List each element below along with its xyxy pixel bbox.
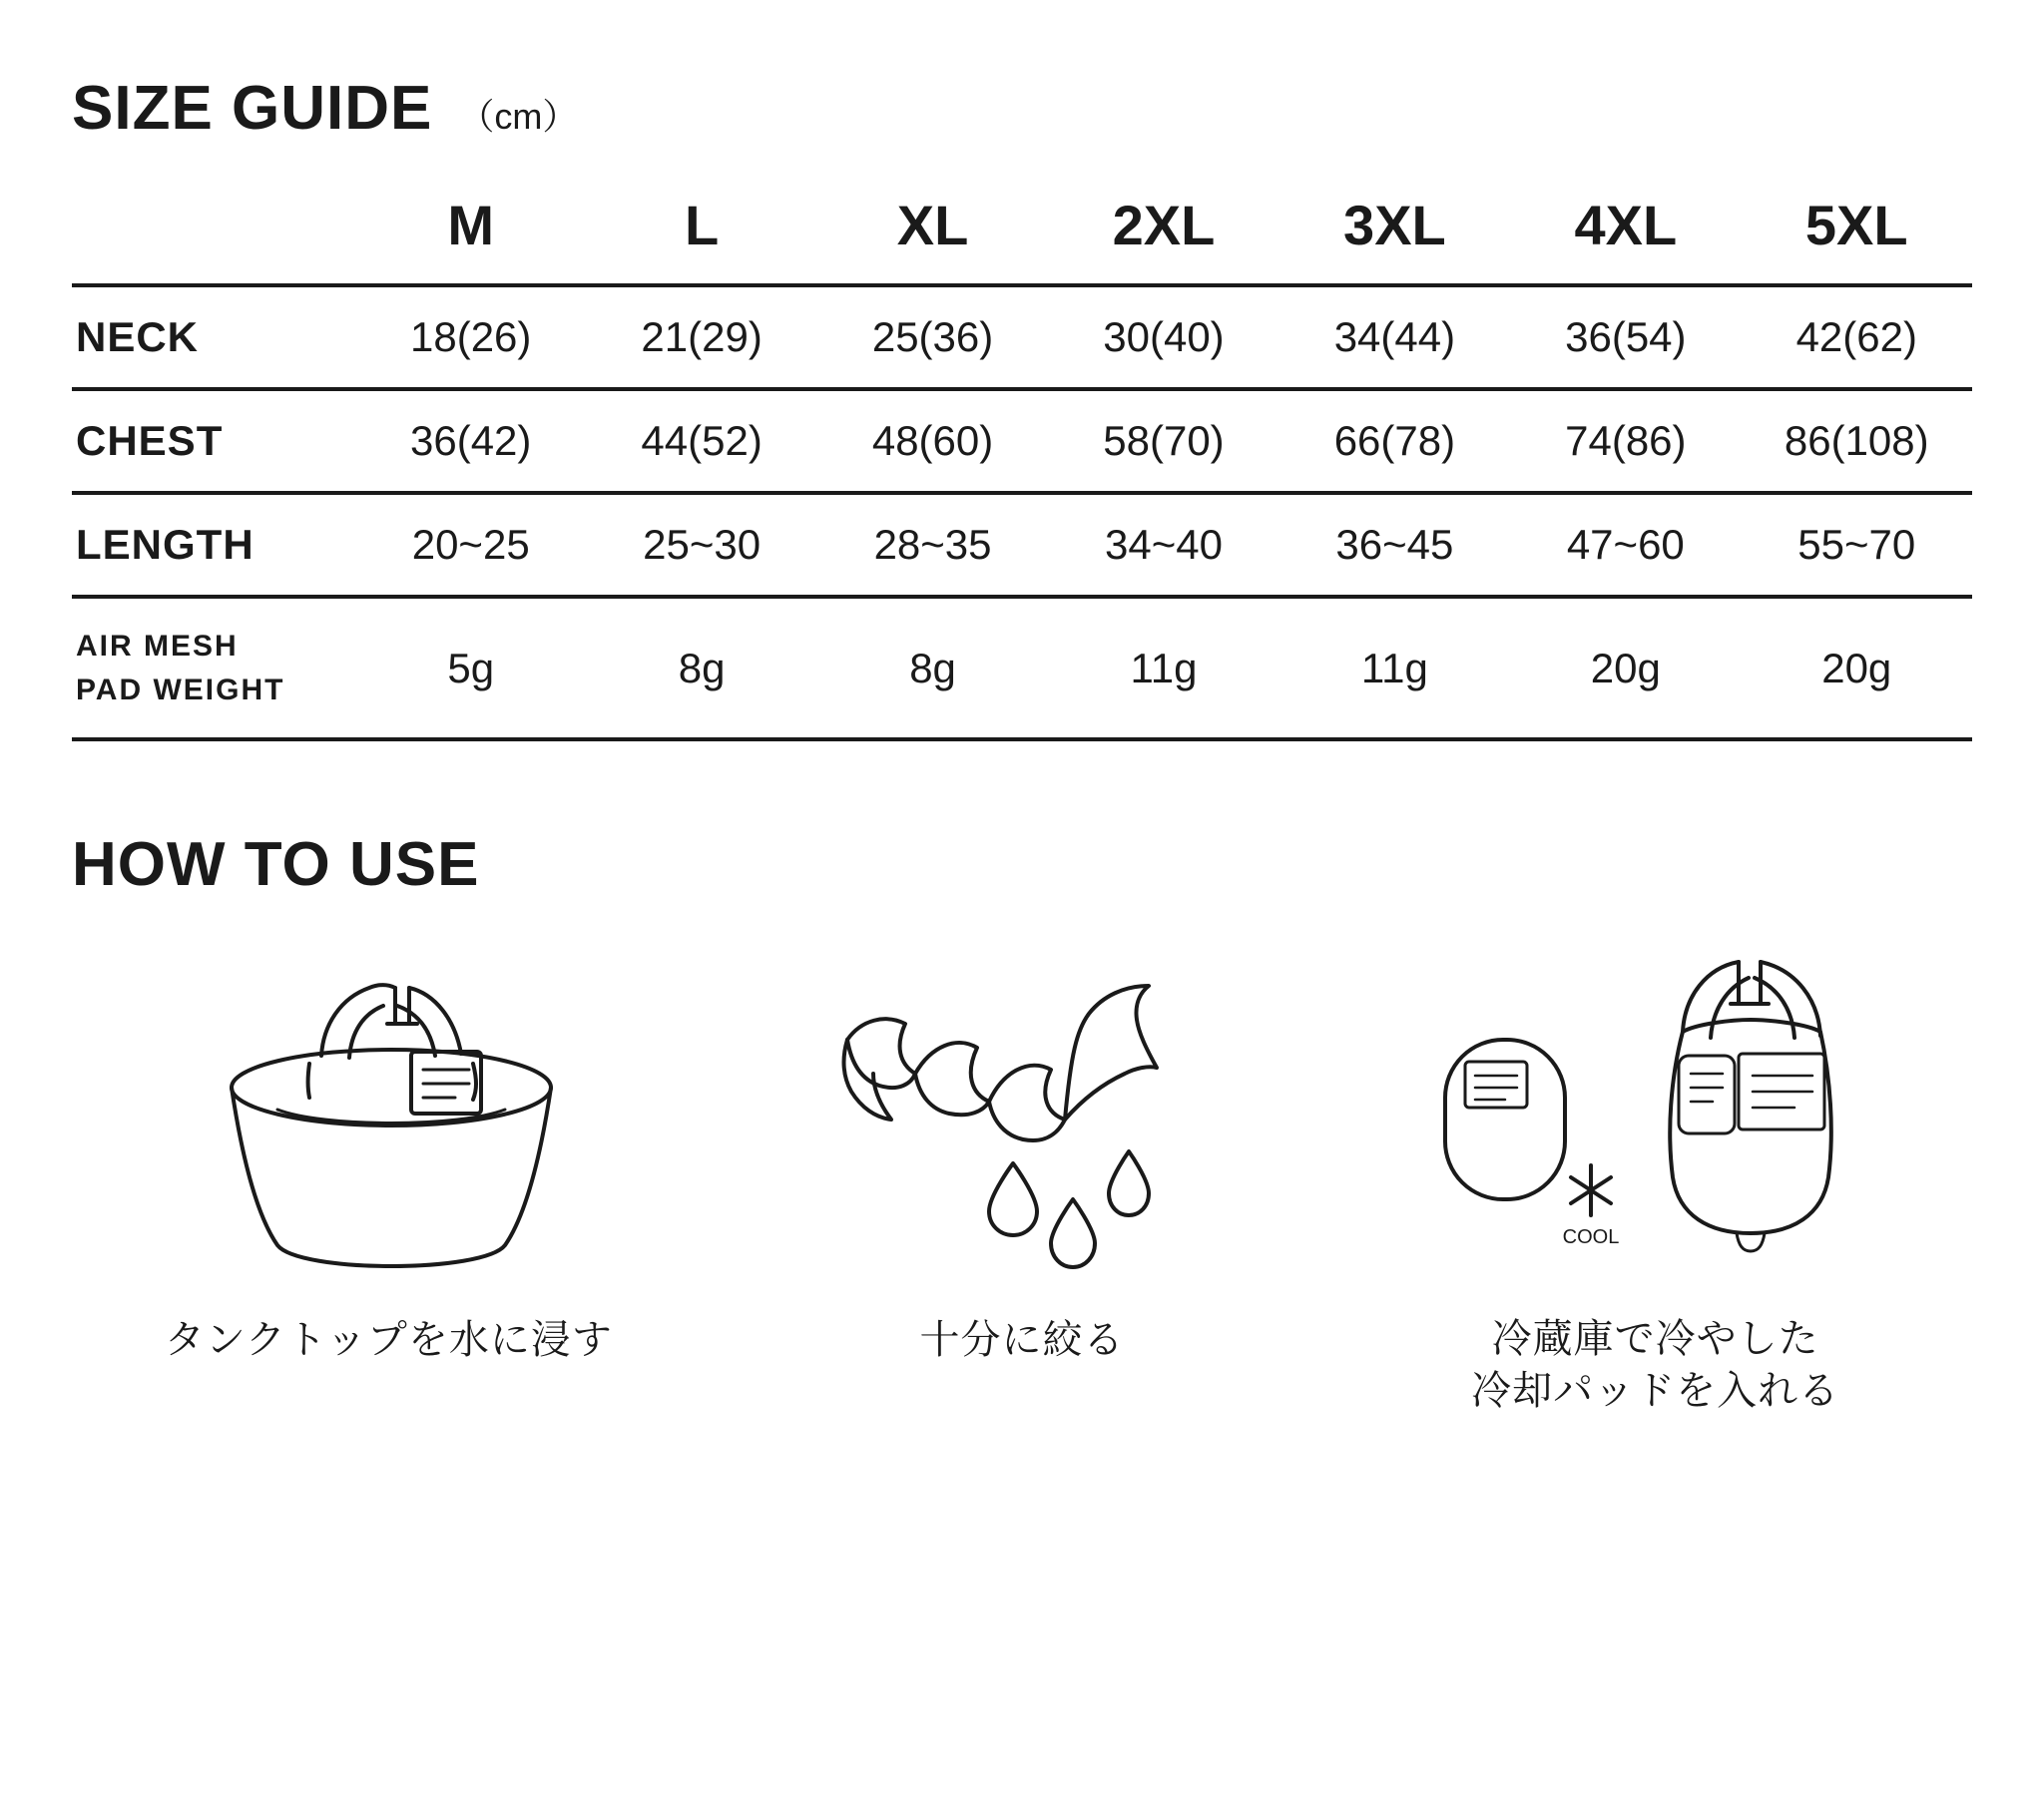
cell-pad-xl: 8g <box>817 597 1048 739</box>
size-guide-table <box>72 192 1972 741</box>
cell-chest-2xl: 58(70) <box>1048 389 1278 493</box>
how-to-use-steps <box>72 918 1972 1417</box>
table-row <box>72 389 1972 493</box>
row-label-length: LENGTH <box>72 493 355 597</box>
table-body <box>72 285 1972 739</box>
cell-pad-2xl: 11g <box>1048 597 1278 739</box>
row-label-pad-weight-line2: PAD WEIGHT <box>76 673 285 706</box>
cell-pad-l: 8g <box>586 597 816 739</box>
step-1-illustration <box>174 918 603 1287</box>
column-header-3xl: 3XL <box>1343 194 1446 256</box>
table-row <box>72 493 1972 597</box>
wringing-cloth-drip-icon <box>807 928 1237 1287</box>
cell-chest-xl: 48(60) <box>817 389 1048 493</box>
cell-chest-l: 44(52) <box>586 389 816 493</box>
row-label-pad-weight <box>72 597 355 739</box>
row-label-chest: CHEST <box>72 389 355 493</box>
cell-length-5xl: 55~70 <box>1742 493 1972 597</box>
cell-neck-xl: 25(36) <box>817 285 1048 389</box>
step-3-caption-line1: 冷蔵庫で冷やした <box>1491 1317 1819 1361</box>
cool-label: COOL <box>1562 1226 1620 1248</box>
column-header-m: M <box>447 194 495 256</box>
cell-neck-2xl: 30(40) <box>1048 285 1278 389</box>
cell-pad-4xl: 20g <box>1510 597 1741 739</box>
how-to-use-step-1 <box>72 918 706 1417</box>
cell-chest-4xl: 74(86) <box>1510 389 1741 493</box>
page-title: SIZE GUIDE <box>72 74 433 143</box>
step-2-illustration <box>807 918 1237 1287</box>
table-row <box>72 285 1972 389</box>
step-2-caption: 十分に絞る <box>919 1318 1125 1362</box>
tank-top-in-basin-icon <box>174 928 603 1287</box>
cell-chest-5xl: 86(108) <box>1742 389 1972 493</box>
how-to-use-step-3 <box>1338 918 1972 1417</box>
cell-pad-m: 5g <box>355 597 586 739</box>
cell-length-4xl: 47~60 <box>1510 493 1741 597</box>
column-header-4xl: 4XL <box>1574 194 1678 256</box>
cell-chest-3xl: 66(78) <box>1279 389 1510 493</box>
column-header-xl: XL <box>896 194 969 256</box>
cooling-pad-into-vest-icon <box>1421 928 1890 1287</box>
step-3-caption <box>1471 1313 1839 1417</box>
how-to-use-title: HOW TO USE <box>72 830 480 899</box>
cell-length-m: 20~25 <box>355 493 586 597</box>
cell-pad-3xl: 11g <box>1279 597 1510 739</box>
cell-neck-4xl: 36(54) <box>1510 285 1741 389</box>
cell-length-xl: 28~35 <box>817 493 1048 597</box>
row-label-neck: NECK <box>72 285 355 389</box>
table-header <box>72 192 1972 285</box>
unit-label: （cm） <box>458 96 579 137</box>
table-row <box>72 597 1972 739</box>
cell-chest-m: 36(42) <box>355 389 586 493</box>
cell-length-l: 25~30 <box>586 493 816 597</box>
cell-length-2xl: 34~40 <box>1048 493 1278 597</box>
table-corner-cell <box>72 192 355 285</box>
cell-pad-5xl: 20g <box>1742 597 1972 739</box>
step-3-caption-line2: 冷却パッドを入れる <box>1471 1369 1840 1413</box>
cell-neck-3xl: 34(44) <box>1279 285 1510 389</box>
cell-neck-5xl: 42(62) <box>1742 285 1972 389</box>
cell-neck-m: 18(26) <box>355 285 586 389</box>
step-1-caption: タンクトップを水に浸す <box>164 1318 613 1362</box>
table-header-row <box>72 192 1972 285</box>
column-header-5xl: 5XL <box>1804 194 1908 256</box>
column-header-2xl: 2XL <box>1112 194 1216 256</box>
row-label-pad-weight-line1: AIR MESH <box>76 630 239 663</box>
column-header-l: L <box>685 194 720 256</box>
size-guide-header <box>72 0 1972 143</box>
how-to-use-step-2 <box>706 918 1339 1417</box>
step-3-illustration <box>1421 918 1890 1287</box>
cell-neck-l: 21(29) <box>586 285 816 389</box>
cell-length-3xl: 36~45 <box>1279 493 1510 597</box>
snowflake-icon <box>1571 1165 1611 1215</box>
